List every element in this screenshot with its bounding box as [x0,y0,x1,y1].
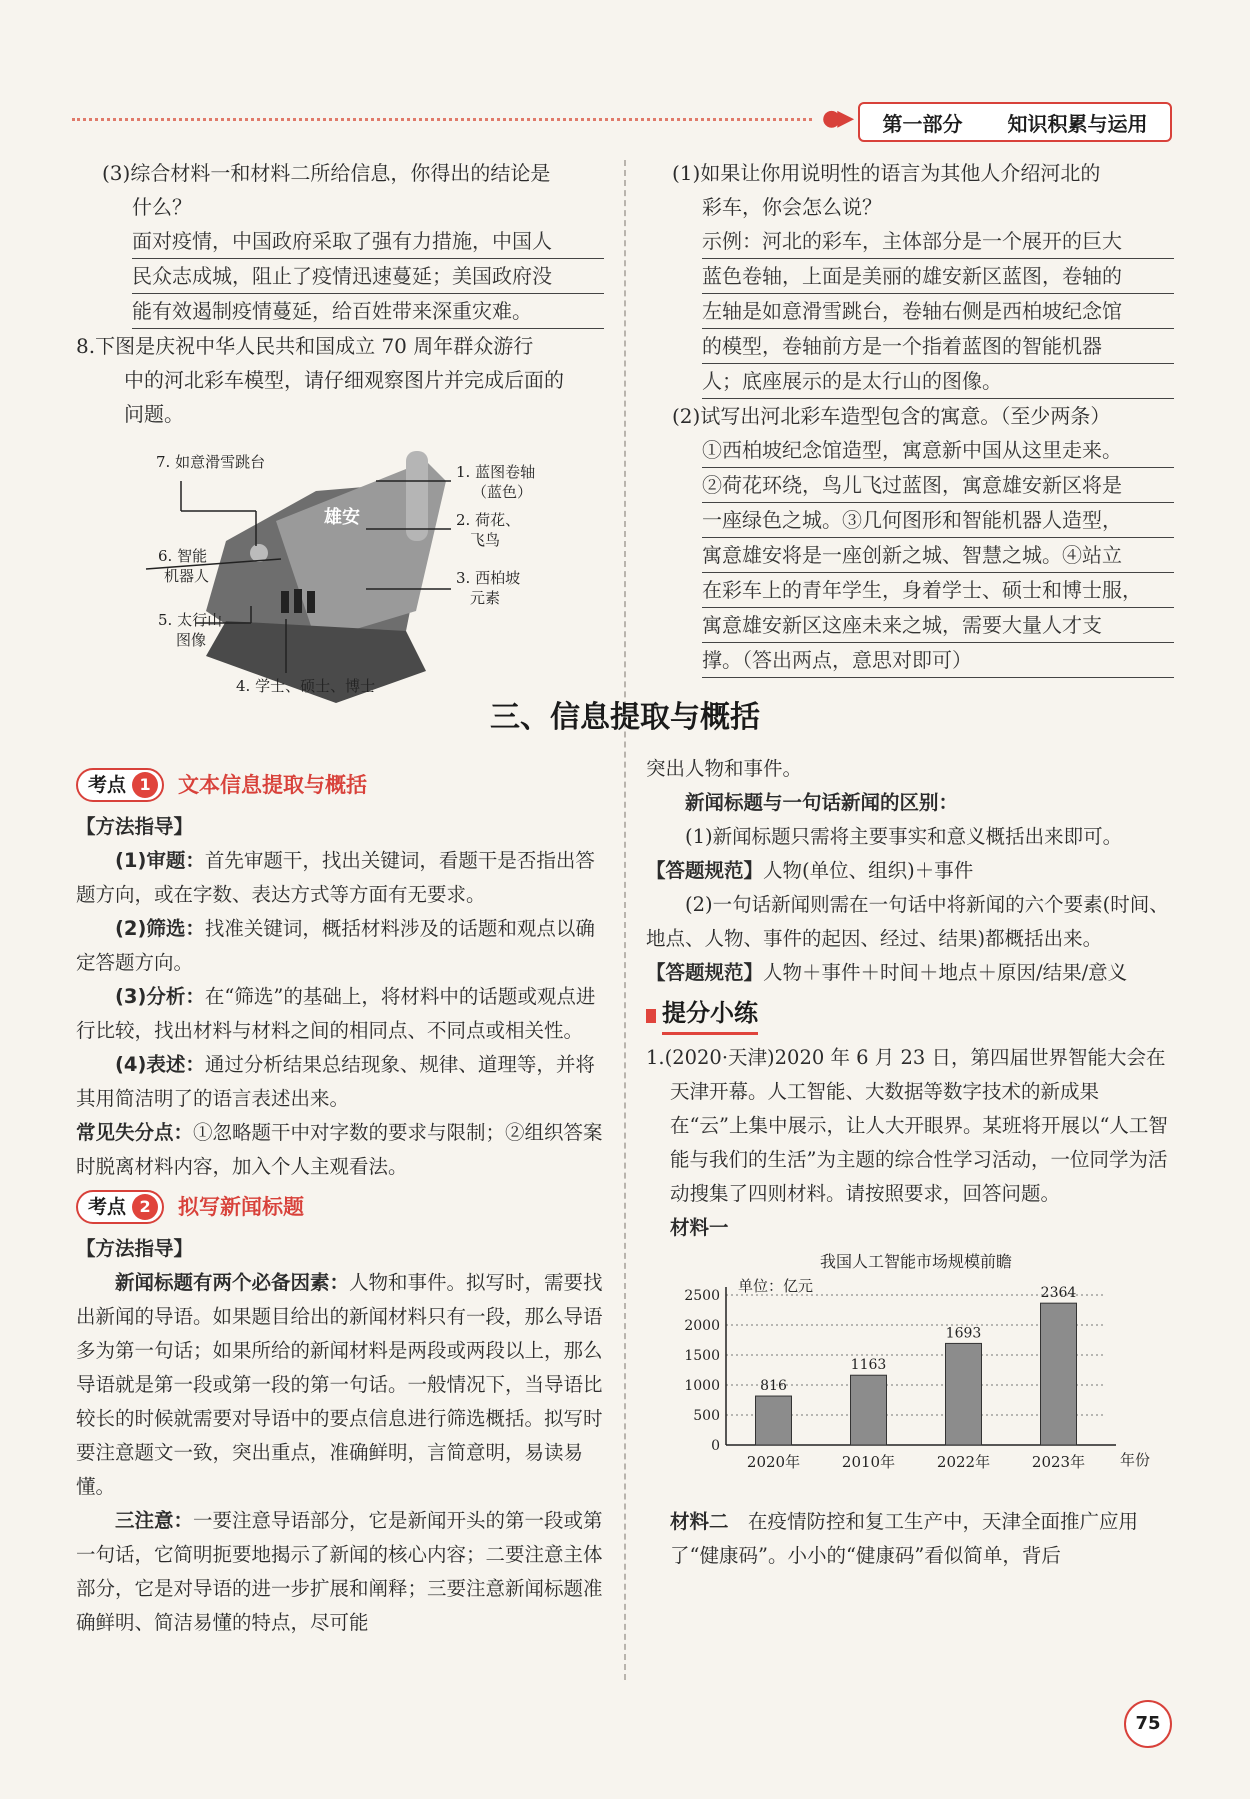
chart-y-tick-label: 500 [693,1408,720,1424]
method-p6: 新闻标题有两个必备因素：人物和事件。拟写时，需要找出新闻的导语。如果题目给出的新闻材料只有一段，那么导语多为第一句话；如果所给的新闻材料是两段或两段以上，那么导语就是第一段或第一段的第一句话。一般情况下，当导语比较长的时候就需要对导语中的要点信息进行筛选概括。拟写时要注意题文一致，突出重点，准确鲜明，言简意明，易读易懂。 [76,1271,603,1498]
chart-data-label: 2364 [1040,1285,1077,1302]
answer-line: 的模型，卷轴前方是一个指着蓝图的智能机器 [702,329,1174,364]
method-p1: (1)审题：首先审题干，找出关键词，看题干是否指出答题方向，或在字数、表达方式等方面有无要求。 [76,849,595,906]
answer-line: 左轴是如意滑雪跳台，卷轴右侧是西柏坡纪念馆 [702,294,1174,329]
header-dotted-rule [72,118,812,121]
left-bottom-column [76,762,604,1640]
right-p1: 突出人物和事件。 [646,757,803,780]
question-8-line: 中的河北彩车模型，请仔细观察图片并完成后面的 [124,368,564,392]
answer-line: 人；底座展示的是太行山的图像。 [702,364,1174,399]
right-bottom-column [646,752,1174,1573]
chart-x-tick-label: 2023年 [1031,1453,1086,1471]
fig-label-6: 6. 智能 [158,547,208,565]
page-number: 75 [1124,1700,1172,1748]
answer-line: 示例：河北的彩车，主体部分是一个展开的巨大 [702,224,1174,259]
student-figure [294,589,302,613]
right-p4: 【答题规范】人物(单位、组织)＋事件 [646,859,974,882]
right-p2: 新闻标题与一句话新闻的区别： [685,791,959,814]
question-3: (3)综合材料一和材料二所给信息，你得出的结论是 [102,161,551,185]
answer-line: 面对疫情，中国政府采取了强有力措施，中国人 [132,224,604,259]
right-p6: 【答题规范】人物＋事件＋时间＋地点＋原因/结果/意义 [646,961,1128,984]
header-box [858,102,1172,142]
exercise-1: 1.(2020·天津)2020 年 6 月 23 日，第四届世界智能大会在天津开幕。人工智能、大数据等数字技术的新成果在“云”上集中展示，让人大开眼界。某班将开展以“人工智能与我们的生活”为主题的综合性学习活动，一位同学为活动搜集了四则材料。请按照要求，回答问题。 [646,1046,1168,1205]
chart-bar [1041,1303,1077,1445]
section-title: 三、信息提取与概括 [490,700,760,735]
question-r2: (2)试写出河北彩车造型包含的寓意。（至少两条） [672,404,1111,428]
answer-line: 民众志成城，阻止了疫情迅速蔓延；美国政府没 [132,259,604,294]
tip-square-icon [646,1009,656,1023]
chart-x-tick-label: 2022年 [936,1453,991,1471]
student-figure [281,591,289,613]
question-r1-cont: 彩车，你会怎么说？ [702,195,882,219]
method-heading-2: 【方法指导】 [76,1237,194,1260]
method-p5: 常见失分点：①忽略题干中对字数的要求与限制；②组织答案时脱离材料内容，加入个人主观看法。 [76,1121,603,1178]
chart-y-tick-label: 2000 [684,1318,720,1334]
fig-label-2: 2. 荷花、 [456,511,521,529]
chart-data-label: 1163 [850,1357,887,1374]
question-r1: (1)如果让你用说明性的语言为其他人介绍河北的 [672,161,1101,185]
answer-line: 撑。（答出两点，意思对即可） [702,643,1174,678]
fig-label-xiongan: 雄安 [324,507,360,528]
chart-bar [756,1396,792,1445]
kaodian-number: 2 [132,1194,158,1220]
fig-label-7: 7. 如意滑雪跳台 [156,453,266,471]
float-figure [76,441,604,711]
right-p3: (1)新闻标题只需将主要事实和意义概括出来即可。 [685,825,1123,848]
answer-line: 在彩车上的青年学生，身着学士、硕士和博士服， [702,573,1174,608]
material-1: 材料一 [670,1216,729,1239]
fig-label-3b: 元素 [470,589,501,607]
kaodian-number: 1 [132,772,158,798]
answer-line: 寓意雄安将是一座创新之城、智慧之城。④站立 [702,538,1174,573]
ski-jump [250,544,268,562]
scroll-roll [406,451,428,541]
answer-line: ②荷花环绕，鸟儿飞过蓝图，寓意雄安新区将是 [702,468,1174,503]
kaodian-title: 文本信息提取与概括 [178,773,368,797]
right-p5: (2)一句话新闻则需在一句话中将新闻的六个要素(时间、地点、人物、事件的起因、经过、结果)都概括出来。 [646,893,1169,950]
method-p2: (2)筛选：找准关键词，概括材料涉及的话题和观点以确定答题方向。 [76,917,595,974]
fig-label-1: 1. 蓝图卷轴 [456,463,536,481]
kaodian-2 [76,1190,604,1224]
bar-chart [646,1245,1174,1505]
question-3-answer [76,224,604,329]
right-top-column [646,156,1174,678]
left-top-column [76,156,604,711]
kaodian-badge: 考点 1 [76,768,164,802]
fig-label-3: 3. 西柏坡 [456,569,521,587]
fig-label-5b: 图像 [176,631,207,649]
kaodian-1 [76,768,604,802]
question-r1-answer [646,224,1174,399]
chart-bar [946,1343,982,1445]
chart-data-label: 1693 [945,1325,982,1342]
kaodian-badge: 考点 2 [76,1190,164,1224]
header-title: 知识积累与运用 [1007,111,1148,136]
header-arrow-icon: ●▶ [822,106,851,131]
student-figure [307,591,315,613]
question-r2-answer [646,433,1174,678]
question-8-line: 8.下图是庆祝中华人民共和国成立 70 周年群众游行 [76,334,534,358]
material-2: 材料二 在疫情防控和复工生产中，天津全面推广应用了“健康码”。小小的“健康码”看似简单，背后 [670,1510,1139,1567]
chart-bar [851,1375,887,1445]
tip-text: 提分小练 [662,996,758,1035]
question-3-cont: 什么？ [132,195,192,219]
method-p4: (4)表述：通过分析结果总结现象、规律、道理等，并将其用简洁明了的语言表述出来。 [76,1053,595,1110]
chart-svg [646,1245,1174,1495]
fig-label-5: 5. 太行山 [158,611,223,629]
answer-line: 寓意雄安新区这座未来之城，需要大量人才支 [702,608,1174,643]
fig-label-1b: （蓝色） [472,483,533,501]
chart-y-tick-label: 2500 [684,1288,720,1304]
fig-label-2b: 飞鸟 [470,531,501,549]
method-p7: 三注意：一要注意导语部分，它是新闻开头的第一段或第一句话，它简明扼要地揭示了新闻的核心内容；二要注意主体部分，它是对导语的进一步扩展和阐释；三要注意新闻标题准确鲜明、简洁易懂的特点，尽可能 [76,1509,603,1634]
tip-heading [646,996,1174,1035]
fig-label-6b: 机器人 [164,567,210,585]
method-heading: 【方法指导】 [76,815,194,838]
chart-y-tick-label: 1500 [684,1348,720,1364]
chart-x-axis-label: 年份 [1120,1451,1151,1469]
answer-line: ①西柏坡纪念馆造型，寓意新中国从这里走来。 [702,433,1174,468]
answer-line: 能有效遏制疫情蔓延，给百姓带来深重灾难。 [132,294,604,329]
fig-label-4: 4. 学士、硕士、博士 [236,677,376,695]
chart-x-tick-label: 2020年 [746,1453,801,1471]
chart-unit-label: 单位：亿元 [738,1277,814,1295]
chart-y-tick-label: 1000 [684,1378,720,1394]
chart-title: 我国人工智能市场规模前瞻 [819,1252,1013,1271]
chart-data-label: 816 [760,1378,787,1395]
column-divider [624,160,626,1680]
header-part: 第一部分 [882,111,963,136]
kaodian-title: 拟写新闻标题 [178,1195,305,1219]
method-p3: (3)分析：在“筛选”的基础上，将材料中的话题或观点进行比较，找出材料与材料之间的相同点、不同点或相关性。 [76,985,596,1042]
float-illustration [76,441,604,711]
answer-line: 蓝色卷轴，上面是美丽的雄安新区蓝图，卷轴的 [702,259,1174,294]
question-8-line: 问题。 [124,402,184,426]
chart-x-tick-label: 2010年 [841,1453,896,1471]
chart-y-tick-label: 0 [711,1438,720,1454]
answer-line: 一座绿色之城。③几何图形和智能机器人造型， [702,503,1174,538]
